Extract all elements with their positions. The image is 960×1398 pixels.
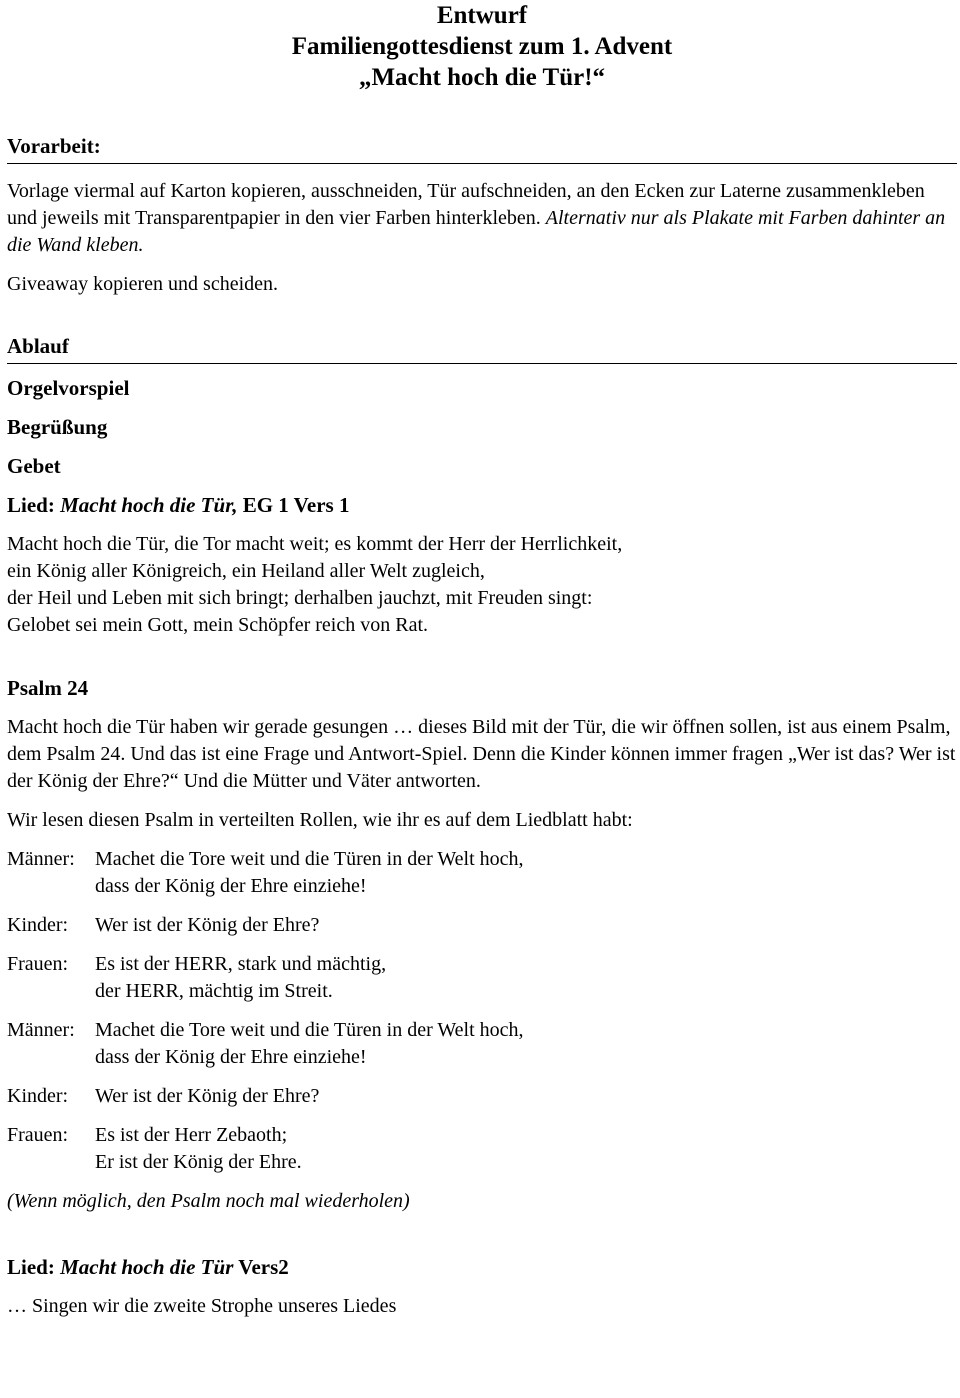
role-block (7, 846, 957, 900)
giveaway-note: Giveaway kopieren und scheiden. (7, 273, 279, 295)
lied-1-prefix: Lied: (7, 493, 61, 517)
ablauf-section (7, 333, 957, 639)
lied-2-heading (7, 1254, 957, 1281)
psalm-section (7, 675, 957, 1215)
psalm-lead: Wir lesen diesen Psalm in verteilten Rollen, wie ihr es auf dem Liedblatt habt: (7, 809, 633, 831)
lied-2-prefix: Lied: (7, 1255, 61, 1279)
title-line-2: Familiengottesdienst zum 1. Advent (291, 33, 673, 60)
psalm-repeat-note: (Wenn möglich, den Psalm noch mal wiederholen) (7, 1190, 410, 1212)
role-speaker: Frauen: (7, 1124, 69, 1146)
title-block (7, 0, 957, 93)
role-speaker: Frauen: (7, 953, 69, 975)
lied-2-title: Macht hoch die Tür (60, 1255, 234, 1279)
lied-1-suffix: EG 1 Vers 1 (237, 493, 350, 517)
role-speaker: Kinder: (7, 1085, 69, 1107)
role-speaker: Männer: (7, 848, 75, 870)
lied-1-verse (7, 531, 957, 639)
vorarbeit-heading: Vorarbeit: (7, 133, 957, 164)
role-block (7, 1017, 957, 1071)
verse-line: ein König aller Königreich, ein Heiland aller Welt zugleich, (7, 560, 485, 582)
ablauf-item-gebet: Gebet (7, 454, 61, 478)
role-line: Wer ist der König der Ehre? (95, 914, 320, 936)
role-line: der HERR, mächtig im Streit. (95, 980, 333, 1002)
role-line: dass der König der Ehre einziehe! (95, 1046, 367, 1068)
document-page (7, 0, 957, 1320)
lied-2-suffix: Vers2 (233, 1255, 289, 1279)
vorarbeit-text: Vorlage viermal auf Karton kopieren, ausschneiden, Tür aufschneiden, an den Ecken zur Laterne zusammenkleben und jeweils mit Transparentpapier in den vier Farben hinterkleben. (7, 180, 925, 229)
vorarbeit-section (7, 133, 957, 298)
role-line: dass der König der Ehre einziehe! (95, 875, 367, 897)
role-line: Er ist der König der Ehre. (95, 1151, 302, 1173)
role-line: Es ist der Herr Zebaoth; (95, 1124, 288, 1146)
verse-line: der Heil und Leben mit sich bringt; derhalben jauchzt, mit Freuden singt: (7, 587, 593, 609)
psalm-heading: Psalm 24 (7, 676, 89, 700)
lied-1-heading (7, 492, 957, 519)
vorarbeit-paragraph (7, 178, 957, 259)
ablauf-item-begruessung: Begrüßung (7, 415, 108, 439)
verse-line: Macht hoch die Tür, die Tor macht weit; es kommt der Herr der Herrlichkeit, (7, 533, 623, 555)
lied-2-section (7, 1254, 957, 1320)
title-line-1: Entwurf (436, 2, 528, 29)
lied-1-title: Macht hoch die Tür, (60, 493, 238, 517)
vorarbeit-alternative: Alternativ nur als Plakate mit Farben dahinter an die Wand kleben. (7, 207, 946, 256)
title-line-3: „Macht hoch die Tür!“ (358, 64, 606, 91)
psalm-intro: Macht hoch die Tür haben wir gerade gesungen … dieses Bild mit der Tür, die wir öffnen sollen, ist aus einem Psalm, dem Psalm 24. Und das ist eine Frage und Antwort-Spiel. Denn die Kinder können immer fragen „Wer ist das? Wer ist der König der Ehre?“ Und die Mütter und Väter antworten. (7, 716, 956, 792)
role-block (7, 1083, 957, 1110)
ablauf-item-orgelvorspiel: Orgelvorspiel (7, 376, 130, 400)
role-speaker: Männer: (7, 1019, 75, 1041)
ablauf-heading: Ablauf (7, 333, 957, 364)
role-block (7, 1122, 957, 1176)
role-line: Wer ist der König der Ehre? (95, 1085, 320, 1107)
role-block (7, 951, 957, 1005)
role-speaker: Kinder: (7, 914, 69, 936)
verse-line: Gelobet sei mein Gott, mein Schöpfer reich von Rat. (7, 614, 429, 636)
role-line: Machet die Tore weit und die Türen in der Welt hoch, (95, 1019, 524, 1041)
role-line: Es ist der HERR, stark und mächtig, (95, 953, 387, 975)
role-block (7, 912, 957, 939)
lied-2-line: … Singen wir die zweite Strophe unseres Liedes (7, 1295, 397, 1317)
role-line: Machet die Tore weit und die Türen in der Welt hoch, (95, 848, 524, 870)
